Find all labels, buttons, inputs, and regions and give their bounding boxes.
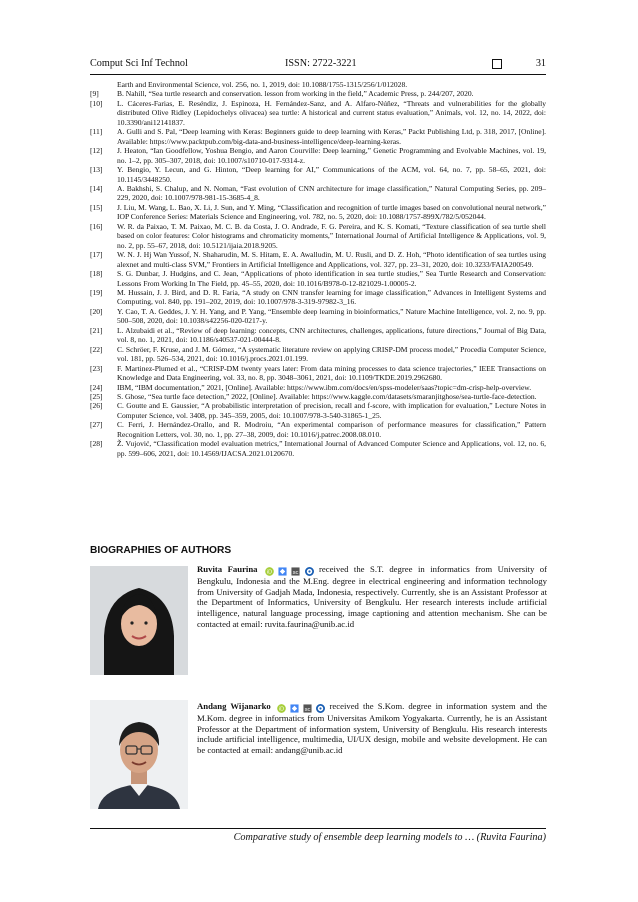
reference-number: [19] <box>90 287 103 297</box>
running-footer: Comparative study of ensemble deep learning models to … (Ruvita Faurina) <box>233 832 546 843</box>
reference-text: J. Liu, M. Wang, L. Bao, X. Li, J. Sun, and Y. Ming, “Classification and recognition of turtle images based on convolutional neural network,” IOP Conference Series: Materials Science and Engineering, vol. 782, no. 5, 2020, doi: 10.1088/1757-899X/782/5/052044. <box>117 202 546 222</box>
reference-item <box>90 307 546 326</box>
publons-icon[interactable] <box>305 567 314 576</box>
reference-item <box>90 127 546 146</box>
scopus-icon[interactable] <box>291 567 300 576</box>
reference-text: Y. Bengio, Y. Lecun, and G. Hinton, “Deep learning for AI,” Communications of the ACM, vol. 64, no. 7, pp. 58–65, 2021, doi: 10.1145/3448250. <box>117 165 546 184</box>
reference-item <box>90 80 546 89</box>
reference-text: IBM, “IBM documentation,” 2021, [Online]. Available: https://www.ibm.com/docs/en/spss-modeler/saas?topic=dm-crisp-help-overview. <box>117 382 532 392</box>
reference-number: [25] <box>90 391 103 401</box>
reference-number: [21] <box>90 325 103 335</box>
orcid-icon[interactable] <box>265 567 274 576</box>
svg-text:sc: sc <box>304 706 311 713</box>
author-photo-ruvita <box>90 566 188 675</box>
svg-text:iD: iD <box>266 569 273 576</box>
reference-text: A. Bakhshi, S. Chalup, and N. Noman, “Fast evolution of CNN architecture for image classification,” Natural Computing Series, pp. 209–229, 2020, doi: 10.1007/978-981-15-3685-4_8. <box>117 183 546 203</box>
reference-number: [9] <box>90 89 99 99</box>
author-name: Ruvita Faurina <box>197 564 258 574</box>
reference-item <box>90 420 546 439</box>
reference-text: B. Nahill, “Sea turtle research and conservation. lesson from working in the field,” Academic Press, p. 244/207, 2020. <box>117 89 474 99</box>
reference-item <box>90 165 546 184</box>
reference-text: C. Ferri, J. Hernández-Orallo, and R. Modroiu, “An experimental comparison of performance measures for classification,” Pattern Recognition Letters, vol. 30, no. 1, pp. 27–38, 2009, doi: 10.1016/j.patrec.2008.08.010. <box>117 420 546 439</box>
reference-item <box>90 184 546 203</box>
reference-number: [17] <box>90 250 103 260</box>
reference-number: [14] <box>90 183 103 193</box>
journal-name: Comput Sci Inf Technol <box>90 58 188 69</box>
reference-item <box>90 269 546 288</box>
reference-text: Earth and Environmental Science, vol. 256, no. 1, 2019, doi: 10.1088/1755-1315/256/1/012028. <box>117 80 408 89</box>
footer-rule <box>90 828 546 829</box>
reference-text: C. Schröer, F. Kruse, and J. M. Gómez, “A systematic literature review on applying CRISP-DM process model,” Procedia Computer Science, vol. 181, pp. 526–534, 2021, doi: 10.1016/j.procs.2021.01.199. <box>117 344 546 364</box>
bio-text: received the S.T. degree in informatics from University of Bengkulu, Indonesia and the M.Eng. degree in electrical engineering and information technology from University of Gadjah Mada, Indonesia, respectively. Currently, she is an Assistant Professor at the Department of Informatics, University of Bengkulu. Her research interests include artificial intelligence, natural language processing, image captioning and attention mechanism. She can be contacted at email: ruvita.faurina@unib.ac.id <box>197 564 548 629</box>
reference-text: W. R. da Paixao, T. M. Paixao, M. C. B. da Costa, J. O. Andrade, F. G. Pereira, and K. S. Komati, “Texture classification of sea turtle shell based on color features: Color histograms and chromaticity moments,” International Journal of Artificial Intelligence & Applications, vol. 9, no. 2, pp. 55–67, 2018, doi: 10.5121/ijaia.2018.9205. <box>117 221 546 250</box>
svg-text:sc: sc <box>292 569 299 576</box>
reference-item <box>90 288 546 307</box>
reference-text: Ž. Vujović, “Classification model evaluation metrics,” International Journal of Advanced Computer Science and Applications, vol. 12, no. 6, pp. 599–606, 2021, doi: 10.14569/IJACSA.2021.0120670. <box>117 439 546 458</box>
header-rule <box>90 74 546 75</box>
reference-number: [13] <box>90 165 103 175</box>
running-header <box>90 58 546 74</box>
reference-item <box>90 345 546 364</box>
reference-text: A. Gulli and S. Pal, “Deep learning with Keras: Beginners guide to deep learning with Keras,” Packt Publishing Ltd, p. 318, 2017, [Online]. Available: https://www.packtpub.com/big-data-and-business-intelligence/deep-learning-keras. <box>117 127 546 146</box>
profile-icons <box>263 565 314 576</box>
reference-number: [10] <box>90 98 103 108</box>
reference-text: L. Cáceres-Farias, E. Reséndiz, J. Espinoza, H. Fernández-Sanz, and A. Alfaro-Núñez, “Threats and vulnerabilities for the globally distributed Olive Ridley (Lepidochelys olivacea) sea turtle: A historical and current status evaluation,” Animals, vol. 12, no. 14, 2022, doi: 10.3390/ani12141837. <box>117 98 546 127</box>
reference-number: [26] <box>90 401 103 411</box>
author-photo-andang <box>90 700 188 809</box>
publons-icon[interactable] <box>316 704 325 713</box>
reference-item <box>90 392 546 401</box>
reference-number: [18] <box>90 269 103 279</box>
reference-number: [12] <box>90 146 103 156</box>
reference-text: W. N. J. Hj Wan Yussof, N. Shaharudin, M. S. Hitam, E. A. Awalludin, M. U. Rusli, and D. Z. Hoh, “Photo identification of sea turtles using alexnet and multi-class SVM,” Frontiers in Artificial Intelligence and Applications, vol. 327, pp. 23–31, 2020, doi: 10.3233/FAIA200549. <box>117 250 546 269</box>
reference-number: [16] <box>90 221 103 231</box>
reference-item <box>90 203 546 222</box>
reference-number: [27] <box>90 420 103 430</box>
reference-number: [11] <box>90 127 103 137</box>
reference-item <box>90 364 546 383</box>
reference-number: [28] <box>90 439 103 449</box>
reference-number: [24] <box>90 382 103 392</box>
reference-text: S. Ghose, “Sea turtle face detection,” 2022, [Online]. Available: https://www.kaggle.com/datasets/smaranjitghose/sea-turtle-face-detection. <box>117 391 537 401</box>
reference-item <box>90 146 546 165</box>
google-scholar-icon[interactable] <box>290 704 299 713</box>
bio-andang <box>197 701 547 756</box>
reference-text: M. Hussain, J. J. Bird, and D. R. Faria, “A study on CNN transfer learning for image classification,” Advances in Intelligent Systems and Computing, vol. 840, pp. 191–202, 2019, doi: 10.1007/978-3-319-97982-3_16. <box>117 287 546 307</box>
reference-item <box>90 439 546 458</box>
reference-number: [15] <box>90 202 103 212</box>
profile-icons <box>275 702 326 713</box>
reference-item <box>90 89 546 98</box>
reference-item <box>90 326 546 345</box>
reference-text: J. Heaton, “Ian Goodfellow, Yoshua Bengio, and Aaron Courville: Deep learning,” Genetic Programming and Evolvable Machines, vol. 19, no. 1–2, pp. 305–307, 2018, doi: 10.1007/s10710-017-9314-z. <box>117 146 546 165</box>
reference-item <box>90 383 546 392</box>
reference-text: C. Goutte and E. Gaussier, “A probabilistic interpretation of precision, recall and f-score, with implication for evaluation,” Lecture Notes in Computer Science, vol. 3408, pp. 345–359, 2005, doi: 10.1007/978-3-540-31865-1_25. <box>117 401 546 420</box>
reference-text: L. Alzubaidi et al., “Review of deep learning: concepts, CNN architectures, challenges, applications, future directions,” Journal of Big Data, vol. 8, no. 1, 2021, doi: 10.1186/s40537-021-00444-8. <box>117 325 546 345</box>
orcid-icon[interactable] <box>277 704 286 713</box>
reference-number: [22] <box>90 344 103 354</box>
issn: ISSN: 2722-3221 <box>285 58 357 69</box>
reference-list <box>90 80 546 458</box>
reference-item <box>90 250 546 269</box>
bio-ruvita <box>197 564 547 630</box>
reference-text: Y. Cao, T. A. Geddes, J. Y. H. Yang, and P. Yang, “Ensemble deep learning in bioinformatics,” Nature Machine Intelligence, vol. 2, no. 9, pp. 500–508, 2020, doi: 10.1038/s42256-020-0217-y. <box>117 306 546 326</box>
reference-text: S. G. Dunbar, J. Hudgins, and C. Jean, “Applications of photo identification in sea turtle studies,” Sea Turtle Research and Conservation: Lessons From Working In The Field, pp. 45–55, 2020, doi: 10.1016/B978-0-12-821029-1.00005-2. <box>117 269 546 288</box>
biographies-heading: BIOGRAPHIES OF AUTHORS <box>90 545 232 556</box>
page-number: 31 <box>535 58 546 69</box>
scopus-icon[interactable] <box>303 704 312 713</box>
reference-item <box>90 222 546 250</box>
reference-text: F. Martinez-Plumed et al., “CRISP-DM twenty years later: From data mining processes to data science trajectories,” IEEE Transactions on Knowledge and Data Engineering, vol. 33, no. 8, pp. 3048–3061, 2021, doi: 10.1109/TKDE.2019.2962680. <box>117 363 546 383</box>
checkbox-icon <box>492 59 502 69</box>
author-name: Andang Wijanarko <box>197 701 271 711</box>
google-scholar-icon[interactable] <box>278 567 287 576</box>
reference-item <box>90 99 546 127</box>
reference-number: [23] <box>90 363 103 373</box>
bio-text: received the S.Kom. degree in information system and the M.Kom. degree in informatics from Universitas Amikom Yogyakarta. Currently, he is an Assistant Professor at the Department of information system, University of Bengkulu. His research interests include artificial intelligence, multimedia, UI/UX design, mobile and website development. He can be contacted at email: andang@unib.ac.id <box>197 701 548 756</box>
reference-item <box>90 401 546 420</box>
reference-number: [20] <box>90 306 103 316</box>
svg-text:iD: iD <box>278 706 284 713</box>
